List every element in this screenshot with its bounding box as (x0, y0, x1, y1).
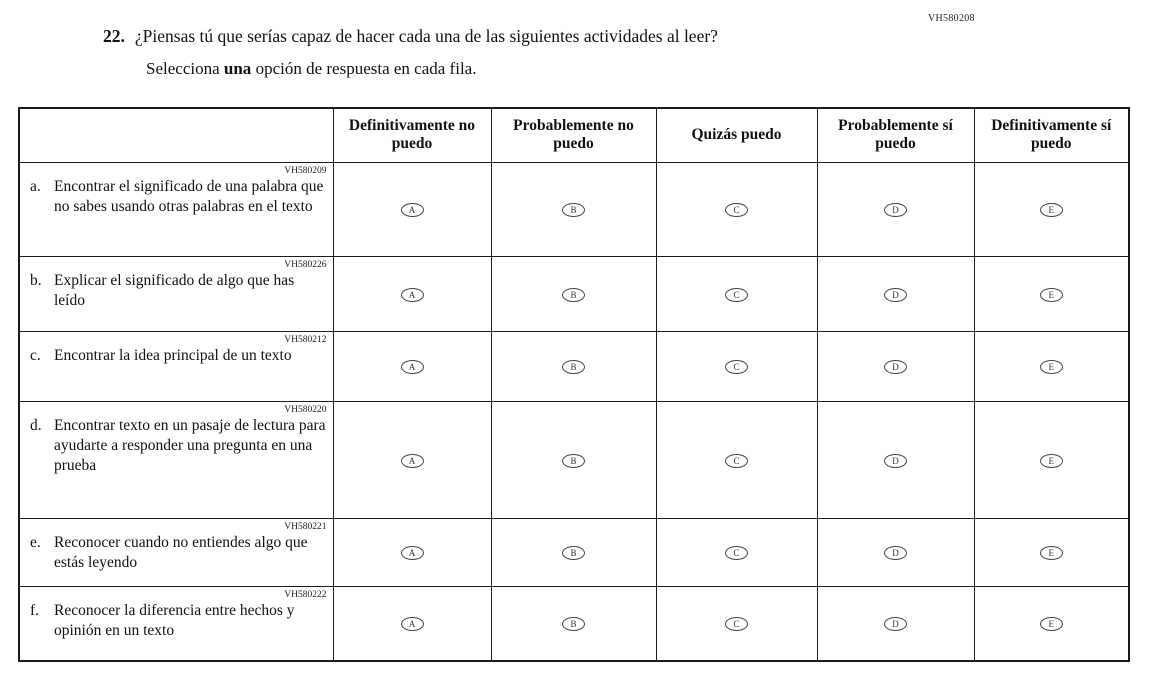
option-cell (817, 518, 974, 586)
row-text: Encontrar el significado de una palabra que no sabes usando otras palabras en el texto (54, 177, 324, 215)
column-header-probablemente-si: Probablemente sí puedo (817, 108, 974, 162)
row-code: VH580226 (284, 259, 327, 270)
row-text: Explicar el significado de algo que has leído (54, 271, 295, 309)
answer-bubble-c[interactable]: C (725, 454, 748, 468)
option-cell (974, 586, 1129, 661)
option-cell (491, 162, 656, 256)
answer-bubble-a[interactable]: A (401, 454, 424, 468)
answer-bubble-b[interactable]: B (562, 288, 585, 302)
row-letter: a. (30, 177, 41, 195)
row-label-cell (19, 518, 333, 586)
questionnaire-table (18, 107, 1130, 662)
question-line (103, 26, 923, 47)
answer-bubble-e[interactable]: E (1040, 617, 1063, 631)
option-cell (656, 518, 817, 586)
answer-bubble-e[interactable]: E (1040, 454, 1063, 468)
answer-bubble-b[interactable]: B (562, 360, 585, 374)
option-cell (491, 586, 656, 661)
answer-bubble-c[interactable]: C (725, 546, 748, 560)
row-code: VH580221 (284, 521, 327, 532)
option-cell (974, 518, 1129, 586)
answer-bubble-a[interactable]: A (401, 617, 424, 631)
option-cell (974, 401, 1129, 518)
row-label-cell (19, 162, 333, 256)
row-label (28, 346, 329, 366)
answer-bubble-a[interactable]: A (401, 360, 424, 374)
answer-bubble-d[interactable]: D (884, 454, 907, 468)
option-cell (974, 162, 1129, 256)
answer-bubble-a[interactable]: A (401, 546, 424, 560)
row-label (28, 601, 329, 641)
option-cell (333, 401, 491, 518)
answer-bubble-e[interactable]: E (1040, 360, 1063, 374)
table-row-e (19, 518, 1129, 586)
option-cell (333, 162, 491, 256)
option-cell (656, 331, 817, 401)
row-label (28, 416, 329, 476)
row-label-cell (19, 331, 333, 401)
option-cell (656, 256, 817, 331)
row-label-cell (19, 256, 333, 331)
row-code: VH580222 (284, 589, 327, 600)
answer-bubble-e[interactable]: E (1040, 546, 1063, 560)
answer-bubble-b[interactable]: B (562, 617, 585, 631)
row-label (28, 177, 329, 217)
table-row-b (19, 256, 1129, 331)
question-number: 22. (103, 26, 125, 46)
row-code: VH580209 (284, 165, 327, 176)
option-cell (817, 331, 974, 401)
page-code: VH580208 (928, 13, 975, 24)
option-cell (333, 256, 491, 331)
row-text: Encontrar la idea principal de un texto (54, 346, 292, 364)
answer-bubble-b[interactable]: B (562, 203, 585, 217)
option-cell (817, 256, 974, 331)
answer-bubble-d[interactable]: D (884, 546, 907, 560)
option-cell (656, 162, 817, 256)
answer-bubble-e[interactable]: E (1040, 203, 1063, 217)
row-code: VH580212 (284, 334, 327, 345)
option-cell (491, 518, 656, 586)
row-letter: c. (30, 346, 41, 364)
empty-header-cell (19, 108, 333, 162)
column-header-definitivamente-no: Definitivamente no puedo (333, 108, 491, 162)
column-header-definitivamente-si: Definitivamente sí puedo (974, 108, 1129, 162)
table-row-a (19, 162, 1129, 256)
instruction-prefix: Selecciona (146, 59, 224, 78)
row-label-cell (19, 586, 333, 661)
option-cell (817, 401, 974, 518)
answer-bubble-a[interactable]: A (401, 203, 424, 217)
answer-bubble-b[interactable]: B (562, 546, 585, 560)
option-cell (333, 586, 491, 661)
answer-bubble-c[interactable]: C (725, 203, 748, 217)
question-text: ¿Piensas tú que serías capaz de hacer cada una de las siguientes actividades al leer? (134, 26, 718, 46)
answer-bubble-c[interactable]: C (725, 288, 748, 302)
instruction-bold: una (223, 59, 252, 78)
answer-bubble-a[interactable]: A (401, 288, 424, 302)
answer-bubble-e[interactable]: E (1040, 288, 1063, 302)
option-cell (656, 401, 817, 518)
header-row (19, 108, 1129, 162)
row-code: VH580220 (284, 404, 327, 415)
option-cell (491, 331, 656, 401)
column-header-probablemente-no: Probablemente no puedo (491, 108, 656, 162)
answer-bubble-d[interactable]: D (884, 617, 907, 631)
instruction-line (146, 59, 476, 79)
answer-bubble-c[interactable]: C (725, 360, 748, 374)
row-text: Encontrar texto en un pasaje de lectura para ayudarte a responder una pregunta en una prueba (54, 416, 326, 474)
instruction-suffix: opción de respuesta en cada fila. (251, 59, 477, 78)
answer-bubble-b[interactable]: B (562, 454, 585, 468)
row-letter: f. (30, 601, 40, 619)
answer-bubble-d[interactable]: D (884, 203, 907, 217)
answer-bubble-c[interactable]: C (725, 617, 748, 631)
row-letter: b. (30, 271, 42, 289)
row-label-cell (19, 401, 333, 518)
column-header-quizas: Quizás puedo (656, 108, 817, 162)
option-cell (491, 401, 656, 518)
option-cell (333, 331, 491, 401)
option-cell (974, 256, 1129, 331)
row-label (28, 533, 329, 573)
answer-bubble-d[interactable]: D (884, 288, 907, 302)
answer-bubble-d[interactable]: D (884, 360, 907, 374)
table-row-d (19, 401, 1129, 518)
row-text: Reconocer la diferencia entre hechos y opinión en un texto (54, 601, 295, 639)
option-cell (656, 586, 817, 661)
option-cell (817, 162, 974, 256)
option-cell (817, 586, 974, 661)
option-cell (974, 331, 1129, 401)
row-label (28, 271, 329, 311)
table-row-c (19, 331, 1129, 401)
option-cell (491, 256, 656, 331)
row-text: Reconocer cuando no entiendes algo que estás leyendo (54, 533, 308, 571)
option-cell (333, 518, 491, 586)
table-row-f (19, 586, 1129, 661)
row-letter: e. (30, 533, 41, 551)
row-letter: d. (30, 416, 42, 434)
